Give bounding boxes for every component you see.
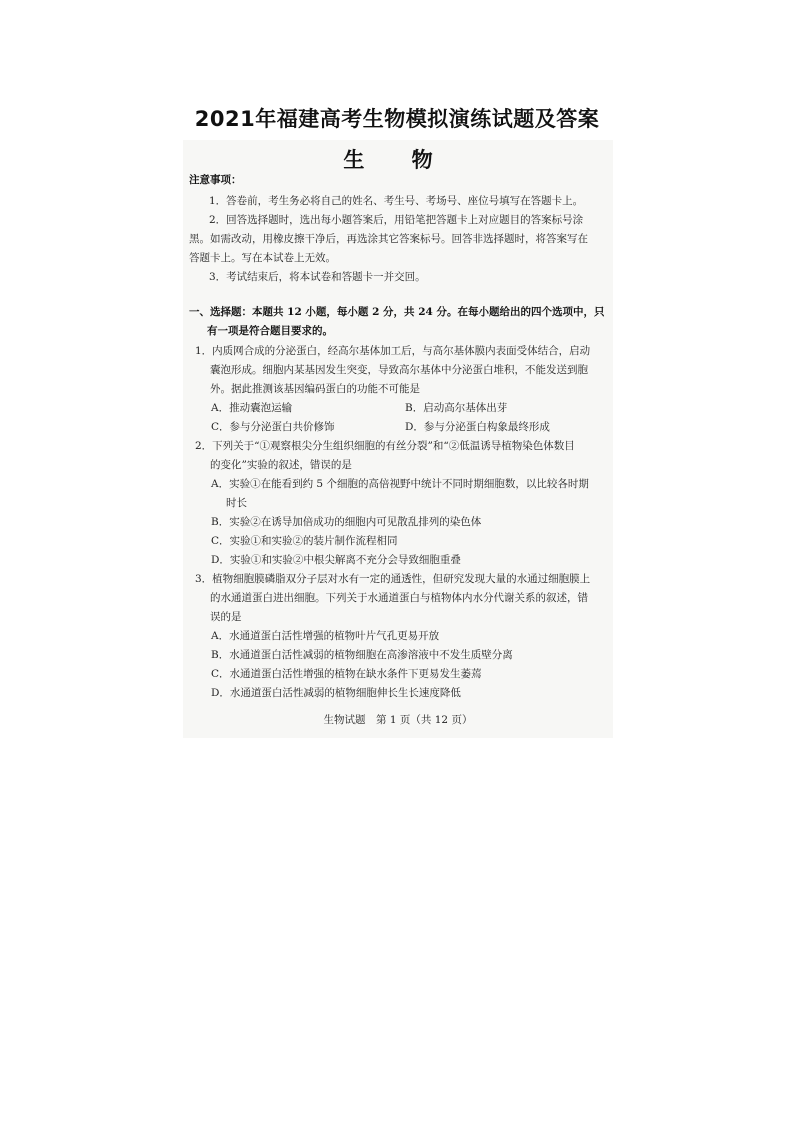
q2-option-b: B．实验②在诱导加倍成功的细胞内可见散乱排列的染色体 [211,516,482,528]
q2-stem-line-2: 的变化”实验的叙述，错误的是 [210,459,352,471]
scanned-page [183,140,613,738]
section-heading-line-2: 有一项是符合题目要求的。 [207,325,333,337]
page-footer: 生物试题 第 1 页（共 12 页） [323,714,473,726]
q1-stem-line-3: 外。据此推测该基因编码蛋白的功能不可能是 [210,383,420,395]
q2-option-a-line-2: 时长 [226,497,247,509]
notice-heading: 注意事项： [189,174,242,186]
q1-option-d: D．参与分泌蛋白构象最终形成 [405,421,550,433]
q1-stem-line-1: 1．内质网合成的分泌蛋白，经高尔基体加工后，与高尔基体膜内表面受体结合，启动 [195,345,591,357]
notice-line-3: 黑。如需改动，用橡皮擦干净后，再选涂其它答案标号。回答非选择题时，将答案写在 [189,233,588,245]
q3-option-b: B．水通道蛋白活性减弱的植物细胞在高渗溶液中不发生质壁分离 [211,649,513,661]
q3-option-a: A．水通道蛋白活性增强的植物叶片气孔更易开放 [211,630,440,642]
q3-option-d: D．水通道蛋白活性减弱的植物细胞伸长生长速度降低 [211,687,461,699]
notice-line-2: 2．回答选择题时，选出每小题答案后，用铅笔把答题卡上对应题目的答案标号涂 [209,214,584,226]
q1-stem-line-2: 囊泡形成。细胞内某基因发生突变，导致高尔基体中分泌蛋白堆积，不能发送到胞 [210,364,588,376]
q2-option-d: D．实验①和实验②中根尖解离不充分会导致细胞重叠 [211,554,461,566]
q3-stem-line-2: 的水通道蛋白进出细胞。下列关于水通道蛋白与植物体内水分代谢关系的叙述，错 [210,592,588,604]
notice-line-1: 1．答卷前，考生务必将自己的姓名、考生号、考场号、座位号填写在答题卡上。 [209,195,584,207]
q3-stem-line-1: 3．植物细胞膜磷脂双分子层对水有一定的通透性，但研究发现大量的水通过细胞膜上 [195,573,591,585]
q2-stem-line-1: 2．下列关于“①观察根尖分生组织细胞的有丝分裂”和“②低温诱导植物染色体数目 [195,440,575,452]
subject-heading: 生 物 [343,147,453,172]
q1-option-b: B．启动高尔基体出芽 [405,402,508,414]
notice-line-4: 答题卡上。写在本试卷上无效。 [189,252,336,264]
q2-option-c: C．实验①和实验②的装片制作流程相同 [211,535,398,547]
q1-option-a: A．推动囊泡运输 [211,402,293,414]
document-title: 2021年福建高考生物模拟演练试题及答案 [194,107,600,131]
notice-line-5: 3．考试结束后，将本试卷和答题卡一并交回。 [209,271,426,283]
q3-option-c: C．水通道蛋白活性增强的植物在缺水条件下更易发生萎蔫 [211,668,482,680]
section-heading-line-1: 一、选择题：本题共 12 小题，每小题 2 分，共 24 分。在每小题给出的四个选项中，只 [189,306,605,318]
q3-stem-line-3: 误的是 [210,611,242,623]
q1-option-c: C．参与分泌蛋白共价修饰 [211,421,335,433]
q2-option-a-line-1: A．实验①在能看到约 5 个细胞的高倍视野中统计不同时期细胞数，以比较各时期 [211,478,589,490]
